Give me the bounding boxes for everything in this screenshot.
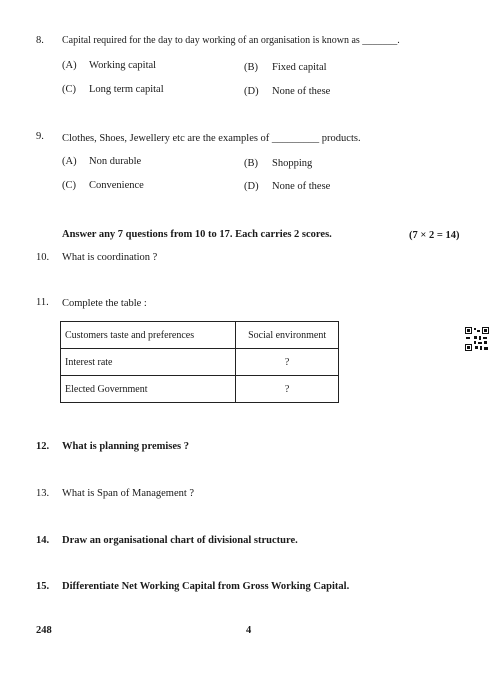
q8-option-b-text: Fixed capital xyxy=(272,62,327,73)
q9-text: Clothes, Shoes, Jewellery etc are the examples of _________ products. xyxy=(62,133,361,144)
q9-option-c-text: Convenience xyxy=(89,180,144,191)
q8-option-b-key: (B) xyxy=(244,62,258,73)
section-instruction: Answer any 7 questions from 10 to 17. Each carries 2 scores. xyxy=(62,229,332,240)
q15-text: Differentiate Net Working Capital from Gross Working Capital. xyxy=(62,581,350,592)
q10-text: What is coordination ? xyxy=(62,252,158,263)
table-row xyxy=(61,322,339,349)
q8-option-d-key: (D) xyxy=(244,86,259,97)
q9-option-b-text: Shopping xyxy=(272,158,313,169)
q12-number: 12. xyxy=(36,441,50,452)
table-cell: ? xyxy=(236,376,339,403)
q9-option-d-text: None of these xyxy=(272,181,331,192)
q9-option-d-key: (D) xyxy=(244,181,259,192)
q8-text: Capital required for the day to day working of an organisation is known as _______. xyxy=(62,35,400,46)
table-cell: Social environment xyxy=(236,322,339,349)
q9-option-c-key: (C) xyxy=(62,180,76,191)
qr-code-icon xyxy=(465,327,489,351)
q8-option-c-text: Long term capital xyxy=(89,84,164,95)
q13-text: What is Span of Management ? xyxy=(62,488,195,499)
q9-number: 9. xyxy=(36,131,44,142)
table-cell: Elected Government xyxy=(61,376,236,403)
footer-code: 248 xyxy=(36,625,52,636)
page-number: 4 xyxy=(246,625,252,636)
q12-text: What is planning premises ? xyxy=(62,441,189,452)
q8-option-a-key: (A) xyxy=(62,60,77,71)
q11-table xyxy=(60,321,339,403)
table-cell: Interest rate xyxy=(61,349,236,376)
q8-number: 8. xyxy=(36,35,44,46)
table-row xyxy=(61,376,339,403)
q8-option-c-key: (C) xyxy=(62,84,76,95)
q8-option-a-text: Working capital xyxy=(89,60,157,71)
q14-text: Draw an organisational chart of divisional structure. xyxy=(62,535,298,546)
section-marks: (7 × 2 = 14) xyxy=(409,230,460,241)
q8-option-d-text: None of these xyxy=(272,86,331,97)
q10-number: 10. xyxy=(36,252,50,263)
q13-number: 13. xyxy=(36,488,50,499)
table-cell: Customers taste and preferences xyxy=(61,322,236,349)
q14-number: 14. xyxy=(36,535,50,546)
q9-option-a-text: Non durable xyxy=(89,156,142,167)
q11-text: Complete the table : xyxy=(62,298,147,309)
q9-option-a-key: (A) xyxy=(62,156,77,167)
table-row xyxy=(61,349,339,376)
q11-number: 11. xyxy=(36,297,49,308)
q9-option-b-key: (B) xyxy=(244,158,258,169)
q15-number: 15. xyxy=(36,581,50,592)
table-cell: ? xyxy=(236,349,339,376)
